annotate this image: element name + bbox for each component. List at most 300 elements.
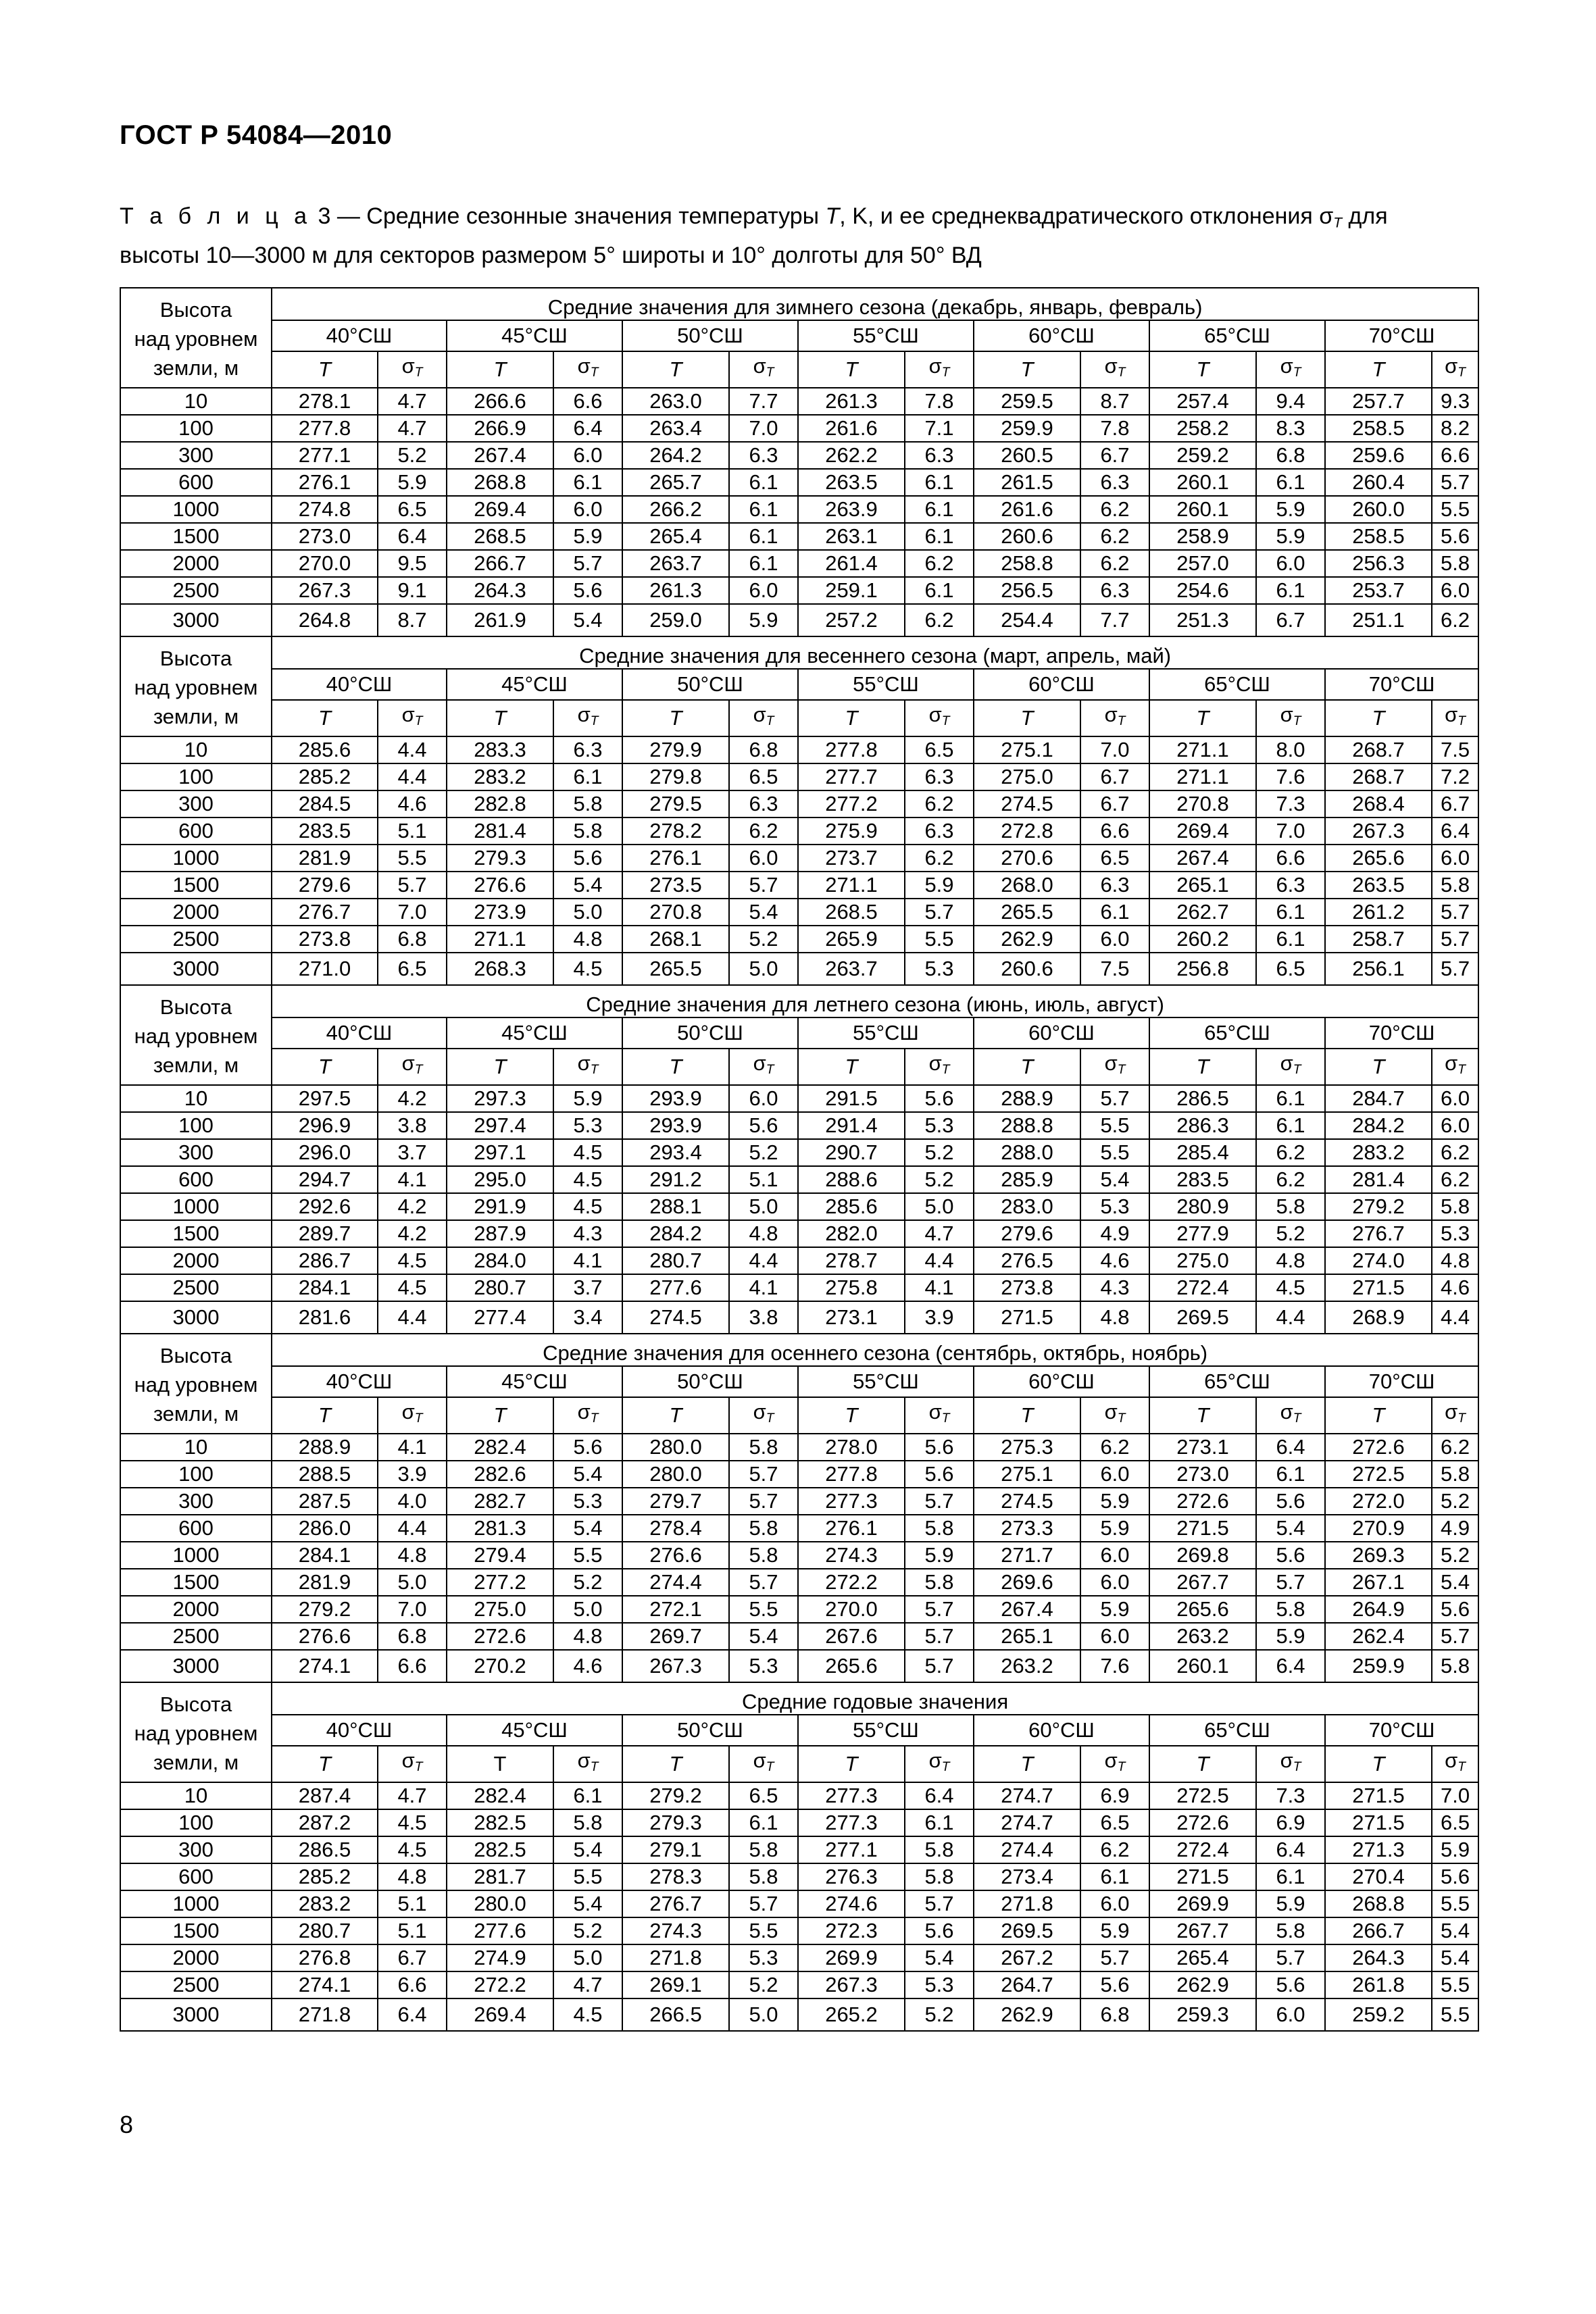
sigma-cell: 6.9: [1080, 1782, 1149, 1809]
temperature-cell: 257.0: [1149, 550, 1256, 577]
sigma-cell: 5.9: [729, 604, 798, 636]
sigma-cell: 6.0: [1080, 1461, 1149, 1488]
temperature-cell: 275.0: [974, 763, 1080, 790]
table-row: [120, 1301, 1478, 1334]
sigma-cell: 6.1: [553, 763, 622, 790]
sigma-cell: 4.7: [378, 415, 447, 442]
latitude-header: 65°СШ: [1149, 320, 1325, 351]
table-row: [120, 926, 1478, 953]
temperature-cell: 279.2: [1325, 1193, 1432, 1220]
temperature-cell: 265.6: [1149, 1596, 1256, 1623]
temperature-cell: 265.5: [974, 899, 1080, 926]
sigma-cell: 5.7: [1432, 953, 1478, 985]
sigma-cell: 5.9: [1080, 1515, 1149, 1542]
sigma-cell: 5.2: [729, 926, 798, 953]
temperature-symbol: T: [447, 700, 553, 736]
height-cell: 300: [120, 790, 272, 818]
temperature-cell: 271.5: [1325, 1274, 1432, 1301]
temperature-cell: 285.6: [272, 736, 378, 763]
height-cell: 600: [120, 1863, 272, 1890]
latitude-header: 70°СШ: [1325, 1366, 1478, 1397]
temperature-cell: 277.6: [447, 1917, 553, 1944]
sigma-subscript: T: [590, 365, 599, 380]
sigma-subscript: T: [414, 1062, 423, 1077]
temperature-symbol: T: [798, 1049, 905, 1085]
temperature-cell: 284.7: [1325, 1085, 1432, 1112]
sigma-glyph: σ: [1280, 1051, 1293, 1076]
sigma-symbol: [1432, 1049, 1478, 1085]
sigma-subscript: T: [1457, 1411, 1466, 1426]
sigma-symbol: [729, 1746, 798, 1782]
sigma-cell: 4.8: [1432, 1247, 1478, 1274]
temperature-symbol: T: [798, 351, 905, 388]
sigma-cell: 5.9: [1432, 1836, 1478, 1863]
sigma-cell: 6.6: [1432, 442, 1478, 469]
sigma-cell: 5.9: [1256, 496, 1325, 523]
sigma-cell: 3.4: [553, 1301, 622, 1334]
sigma-cell: 4.4: [1432, 1301, 1478, 1334]
sigma-cell: 5.2: [905, 1166, 974, 1193]
caption-sigma-subscript: T: [1333, 215, 1343, 231]
sigma-cell: 7.3: [1256, 1782, 1325, 1809]
sigma-cell: 6.7: [1080, 442, 1149, 469]
sigma-cell: 5.8: [1256, 1193, 1325, 1220]
temperature-symbol: T: [447, 351, 553, 388]
height-header-line: над уровнем: [134, 676, 258, 699]
temperature-cell: 263.9: [798, 496, 905, 523]
temperature-cell: 274.8: [272, 496, 378, 523]
sigma-subscript: T: [414, 365, 423, 380]
temperature-symbol: T: [447, 1049, 553, 1085]
temperature-cell: 286.7: [272, 1247, 378, 1274]
temperature-cell: 296.9: [272, 1112, 378, 1139]
height-header-line: Высота: [159, 995, 232, 1019]
sigma-cell: 4.7: [553, 1971, 622, 1998]
sigma-cell: 4.2: [378, 1085, 447, 1112]
sigma-cell: 6.5: [729, 763, 798, 790]
sigma-symbol: [1256, 1049, 1325, 1085]
sigma-cell: 5.7: [905, 1623, 974, 1650]
sigma-cell: 5.3: [553, 1112, 622, 1139]
sigma-cell: 7.0: [378, 899, 447, 926]
temperature-cell: 293.9: [622, 1112, 729, 1139]
temperature-cell: 256.5: [974, 577, 1080, 604]
sigma-cell: 5.4: [1432, 1569, 1478, 1596]
temperature-cell: 275.0: [447, 1596, 553, 1623]
sigma-cell: 6.7: [378, 1944, 447, 1971]
sigma-symbol: [1432, 700, 1478, 736]
sigma-cell: 5.6: [905, 1085, 974, 1112]
sigma-cell: 5.8: [1256, 1596, 1325, 1623]
sigma-symbol: [729, 1049, 798, 1085]
table-row: [120, 790, 1478, 818]
temperature-cell: 263.0: [622, 388, 729, 415]
temperature-cell: 270.0: [272, 550, 378, 577]
sigma-cell: 6.5: [1256, 953, 1325, 985]
temperature-cell: 267.4: [447, 442, 553, 469]
latitude-header: 45°СШ: [447, 320, 622, 351]
table-row: [120, 1139, 1478, 1166]
height-header-line: земли, м: [153, 1751, 239, 1774]
sigma-symbol: [378, 1049, 447, 1085]
sigma-cell: 6.1: [729, 469, 798, 496]
sigma-glyph: σ: [401, 703, 415, 727]
sigma-cell: 4.7: [378, 1782, 447, 1809]
temperature-cell: 265.2: [798, 1998, 905, 2031]
latitude-header: 40°СШ: [272, 1715, 447, 1746]
temperature-cell: 274.4: [622, 1569, 729, 1596]
sigma-cell: 5.7: [905, 1488, 974, 1515]
sigma-cell: 4.4: [1256, 1301, 1325, 1334]
temperature-cell: 270.9: [1325, 1515, 1432, 1542]
latitude-header: 60°СШ: [974, 669, 1149, 700]
sigma-subscript: T: [1117, 1062, 1126, 1077]
sigma-cell: 5.2: [553, 1917, 622, 1944]
sigma-glyph: σ: [753, 1400, 766, 1424]
sigma-subscript: T: [1457, 1759, 1466, 1774]
temperature-cell: 280.7: [447, 1274, 553, 1301]
height-header-line: над уровнем: [134, 1024, 258, 1048]
sigma-cell: 6.5: [378, 953, 447, 985]
temperature-symbol: T: [1325, 1397, 1432, 1434]
temperature-cell: 257.7: [1325, 388, 1432, 415]
sigma-cell: 3.8: [729, 1301, 798, 1334]
sigma-cell: 5.8: [553, 790, 622, 818]
temperature-cell: 268.7: [1325, 763, 1432, 790]
sigma-cell: 6.0: [1256, 1998, 1325, 2031]
sigma-cell: 5.4: [1256, 1515, 1325, 1542]
temperature-cell: 268.9: [1325, 1301, 1432, 1334]
sigma-cell: 6.3: [905, 763, 974, 790]
table-row: [120, 496, 1478, 523]
sigma-subscript: T: [1457, 1062, 1466, 1077]
table-row: [120, 388, 1478, 415]
temperature-cell: 282.4: [447, 1782, 553, 1809]
temperature-cell: 282.8: [447, 790, 553, 818]
sigma-cell: 5.6: [1432, 1596, 1478, 1623]
temperature-cell: 274.9: [447, 1944, 553, 1971]
temperature-table: [120, 287, 1479, 2032]
temperature-cell: 275.1: [974, 1461, 1080, 1488]
height-cell: 600: [120, 1515, 272, 1542]
sigma-glyph: σ: [928, 354, 942, 378]
table-row: [120, 1112, 1478, 1139]
section-title: Средние значения для весеннего сезона (март, апрель, май): [272, 636, 1478, 669]
section-title-row: [120, 985, 1478, 1017]
temperature-cell: 262.9: [974, 926, 1080, 953]
sigma-cell: 6.1: [1256, 577, 1325, 604]
latitude-header: 45°СШ: [447, 669, 622, 700]
temperature-cell: 287.5: [272, 1488, 378, 1515]
temperature-cell: 279.8: [622, 763, 729, 790]
temperature-cell: 279.4: [447, 1542, 553, 1569]
temperature-cell: 288.6: [798, 1166, 905, 1193]
sigma-glyph: σ: [401, 1749, 415, 1773]
latitude-header: 40°СШ: [272, 320, 447, 351]
sigma-cell: 6.1: [1080, 899, 1149, 926]
temperature-cell: 285.2: [272, 1863, 378, 1890]
sigma-cell: 5.9: [1256, 1890, 1325, 1917]
temperature-cell: 290.7: [798, 1139, 905, 1166]
temperature-cell: 275.0: [1149, 1247, 1256, 1274]
sigma-cell: 5.4: [1432, 1944, 1478, 1971]
sigma-cell: 5.0: [553, 1596, 622, 1623]
temperature-cell: 274.7: [974, 1809, 1080, 1836]
height-cell: 1500: [120, 1569, 272, 1596]
latitude-header: 60°СШ: [974, 1017, 1149, 1049]
sigma-cell: 6.1: [1080, 1863, 1149, 1890]
sigma-cell: 6.8: [378, 926, 447, 953]
temperature-cell: 282.5: [447, 1809, 553, 1836]
temperature-cell: 279.2: [272, 1596, 378, 1623]
temperature-symbol: T: [974, 700, 1080, 736]
temperature-symbol: T: [798, 1397, 905, 1434]
temperature-symbol: T: [974, 1397, 1080, 1434]
sigma-symbol: [1080, 1397, 1149, 1434]
temperature-cell: 273.1: [1149, 1434, 1256, 1461]
table-row: [120, 1971, 1478, 1998]
sigma-cell: 5.6: [1256, 1488, 1325, 1515]
temperature-cell: 258.8: [974, 550, 1080, 577]
temperature-cell: 273.8: [974, 1274, 1080, 1301]
temperature-cell: 266.7: [447, 550, 553, 577]
temperature-cell: 258.2: [1149, 415, 1256, 442]
sigma-cell: 3.9: [905, 1301, 974, 1334]
sigma-cell: 4.5: [378, 1247, 447, 1274]
sigma-cell: 3.8: [378, 1112, 447, 1139]
temperature-cell: 275.3: [974, 1434, 1080, 1461]
temperature-cell: 273.9: [447, 899, 553, 926]
height-cell: 600: [120, 818, 272, 845]
temperature-cell: 281.3: [447, 1515, 553, 1542]
sigma-cell: 6.8: [1256, 442, 1325, 469]
sigma-cell: 6.2: [1080, 550, 1149, 577]
temperature-cell: 277.6: [622, 1274, 729, 1301]
height-cell: 600: [120, 1166, 272, 1193]
sigma-subscript: T: [1293, 1062, 1301, 1077]
sigma-cell: 4.5: [378, 1836, 447, 1863]
symbol-header-row: [120, 1397, 1478, 1434]
sigma-cell: 5.0: [553, 899, 622, 926]
temperature-cell: 279.2: [622, 1782, 729, 1809]
temperature-cell: 259.5: [974, 388, 1080, 415]
temperature-cell: 271.7: [974, 1542, 1080, 1569]
latitude-header: 55°СШ: [798, 669, 974, 700]
temperature-cell: 266.7: [1325, 1917, 1432, 1944]
sigma-cell: 6.8: [378, 1623, 447, 1650]
sigma-glyph: σ: [577, 1400, 591, 1424]
height-cell: 1500: [120, 1917, 272, 1944]
temperature-cell: 260.2: [1149, 926, 1256, 953]
sigma-cell: 8.2: [1432, 415, 1478, 442]
temperature-cell: 275.1: [974, 736, 1080, 763]
sigma-cell: 5.6: [905, 1917, 974, 1944]
table-row: [120, 736, 1478, 763]
sigma-cell: 4.2: [378, 1220, 447, 1247]
sigma-cell: 5.8: [729, 1515, 798, 1542]
temperature-cell: 272.8: [974, 818, 1080, 845]
sigma-symbol: [378, 700, 447, 736]
sigma-cell: 4.1: [729, 1274, 798, 1301]
sigma-cell: 5.6: [553, 1434, 622, 1461]
temperature-cell: 263.2: [1149, 1623, 1256, 1650]
sigma-cell: 5.1: [378, 1917, 447, 1944]
temperature-cell: 278.3: [622, 1863, 729, 1890]
sigma-cell: 4.4: [905, 1247, 974, 1274]
temperature-cell: 269.9: [1149, 1890, 1256, 1917]
temperature-cell: 261.6: [798, 415, 905, 442]
sigma-cell: 6.0: [1432, 1085, 1478, 1112]
latitude-header: 40°СШ: [272, 1017, 447, 1049]
sigma-cell: 5.5: [553, 1542, 622, 1569]
sigma-subscript: T: [414, 1411, 423, 1426]
height-header-cell: [120, 636, 272, 736]
sigma-cell: 5.3: [905, 1971, 974, 1998]
sigma-symbol: [905, 1049, 974, 1085]
sigma-glyph: σ: [753, 1051, 766, 1076]
sigma-cell: 6.8: [1080, 1998, 1149, 2031]
temperature-cell: 272.1: [622, 1596, 729, 1623]
sigma-symbol: [1432, 1746, 1478, 1782]
temperature-cell: 271.3: [1325, 1836, 1432, 1863]
temperature-cell: 286.3: [1149, 1112, 1256, 1139]
sigma-glyph: σ: [753, 354, 766, 378]
temperature-cell: 266.6: [447, 388, 553, 415]
sigma-cell: 5.8: [729, 1863, 798, 1890]
sigma-cell: 5.6: [905, 1434, 974, 1461]
temperature-cell: 256.3: [1325, 550, 1432, 577]
sigma-cell: 5.4: [905, 1944, 974, 1971]
temperature-cell: 269.4: [447, 1998, 553, 2031]
temperature-cell: 258.7: [1325, 926, 1432, 953]
temperature-cell: 269.3: [1325, 1542, 1432, 1569]
table-row: [120, 1515, 1478, 1542]
temperature-cell: 273.0: [272, 523, 378, 550]
sigma-glyph: σ: [1104, 1051, 1118, 1076]
sigma-cell: 6.9: [1256, 1809, 1325, 1836]
temperature-cell: 270.2: [447, 1650, 553, 1682]
temperature-cell: 263.5: [798, 469, 905, 496]
temperature-cell: 254.6: [1149, 577, 1256, 604]
sigma-cell: 4.8: [1256, 1247, 1325, 1274]
sigma-cell: 5.8: [553, 818, 622, 845]
temperature-cell: 279.9: [622, 736, 729, 763]
sigma-symbol: [1256, 700, 1325, 736]
latitude-header: 65°СШ: [1149, 1017, 1325, 1049]
latitude-header: 50°СШ: [622, 1366, 798, 1397]
temperature-cell: 273.4: [974, 1863, 1080, 1890]
height-cell: 10: [120, 736, 272, 763]
sigma-cell: 5.7: [553, 550, 622, 577]
sigma-cell: 7.0: [1432, 1782, 1478, 1809]
temperature-cell: 269.9: [798, 1944, 905, 1971]
sigma-cell: 6.1: [1256, 899, 1325, 926]
sigma-subscript: T: [766, 1411, 774, 1426]
sigma-cell: 4.1: [905, 1274, 974, 1301]
temperature-cell: 260.0: [1325, 496, 1432, 523]
latitude-header: 70°СШ: [1325, 1017, 1478, 1049]
temperature-cell: 259.0: [622, 604, 729, 636]
temperature-cell: 277.3: [798, 1782, 905, 1809]
temperature-cell: 263.7: [622, 550, 729, 577]
sigma-cell: 6.0: [1256, 550, 1325, 577]
sigma-cell: 7.5: [1432, 736, 1478, 763]
sigma-cell: 6.1: [729, 523, 798, 550]
temperature-cell: 283.2: [1325, 1139, 1432, 1166]
sigma-subscript: T: [766, 1062, 774, 1077]
latitude-header: 50°СШ: [622, 320, 798, 351]
temperature-cell: 262.4: [1325, 1623, 1432, 1650]
sigma-cell: 7.7: [729, 388, 798, 415]
sigma-cell: 6.4: [1256, 1434, 1325, 1461]
temperature-cell: 276.6: [272, 1623, 378, 1650]
sigma-symbol: [905, 1397, 974, 1434]
sigma-cell: 5.7: [905, 1650, 974, 1682]
temperature-symbol: T: [1325, 351, 1432, 388]
height-header-line: над уровнем: [134, 1721, 258, 1745]
temperature-cell: 267.6: [798, 1623, 905, 1650]
sigma-cell: 5.3: [553, 1488, 622, 1515]
temperature-cell: 269.4: [1149, 818, 1256, 845]
table-row: [120, 1944, 1478, 1971]
sigma-cell: 5.7: [1256, 1569, 1325, 1596]
sigma-cell: 4.8: [729, 1220, 798, 1247]
sigma-subscript: T: [766, 365, 774, 380]
temperature-cell: 281.4: [1325, 1166, 1432, 1193]
temperature-cell: 259.2: [1325, 1998, 1432, 2031]
temperature-cell: 273.0: [1149, 1461, 1256, 1488]
sigma-cell: 5.7: [1256, 1944, 1325, 1971]
temperature-cell: 267.3: [1325, 818, 1432, 845]
temperature-cell: 261.3: [798, 388, 905, 415]
sigma-cell: 6.2: [905, 790, 974, 818]
temperature-cell: 276.1: [798, 1515, 905, 1542]
height-cell: 100: [120, 1112, 272, 1139]
temperature-cell: 271.5: [1149, 1863, 1256, 1890]
sigma-cell: 6.0: [1080, 1569, 1149, 1596]
sigma-cell: 5.1: [378, 1890, 447, 1917]
height-header-cell: [120, 985, 272, 1085]
temperature-cell: 293.4: [622, 1139, 729, 1166]
temperature-cell: 282.7: [447, 1488, 553, 1515]
temperature-symbol: T: [622, 700, 729, 736]
temperature-cell: 273.5: [622, 872, 729, 899]
temperature-cell: 274.4: [974, 1836, 1080, 1863]
sigma-cell: 5.0: [553, 1944, 622, 1971]
temperature-cell: 274.5: [974, 1488, 1080, 1515]
table-row: [120, 442, 1478, 469]
temperature-cell: 279.1: [622, 1836, 729, 1863]
section-title: Средние значения для летнего сезона (июнь, июль, август): [272, 985, 1478, 1017]
sigma-symbol: [1432, 1397, 1478, 1434]
temperature-cell: 267.2: [974, 1944, 1080, 1971]
sigma-cell: 5.7: [729, 872, 798, 899]
sigma-cell: 6.2: [1080, 1434, 1149, 1461]
temperature-cell: 288.9: [974, 1085, 1080, 1112]
sigma-cell: 5.2: [905, 1139, 974, 1166]
temperature-symbol: T: [1325, 1049, 1432, 1085]
sigma-cell: 6.0: [1080, 1542, 1149, 1569]
height-header-cell: [120, 288, 272, 388]
temperature-cell: 262.9: [974, 1998, 1080, 2031]
sigma-glyph: σ: [1445, 703, 1458, 727]
temperature-cell: 260.1: [1149, 1650, 1256, 1682]
sigma-cell: 5.5: [378, 845, 447, 872]
latitude-header: 50°СШ: [622, 669, 798, 700]
sigma-cell: 5.0: [905, 1193, 974, 1220]
height-cell: 2000: [120, 550, 272, 577]
table-row: [120, 415, 1478, 442]
